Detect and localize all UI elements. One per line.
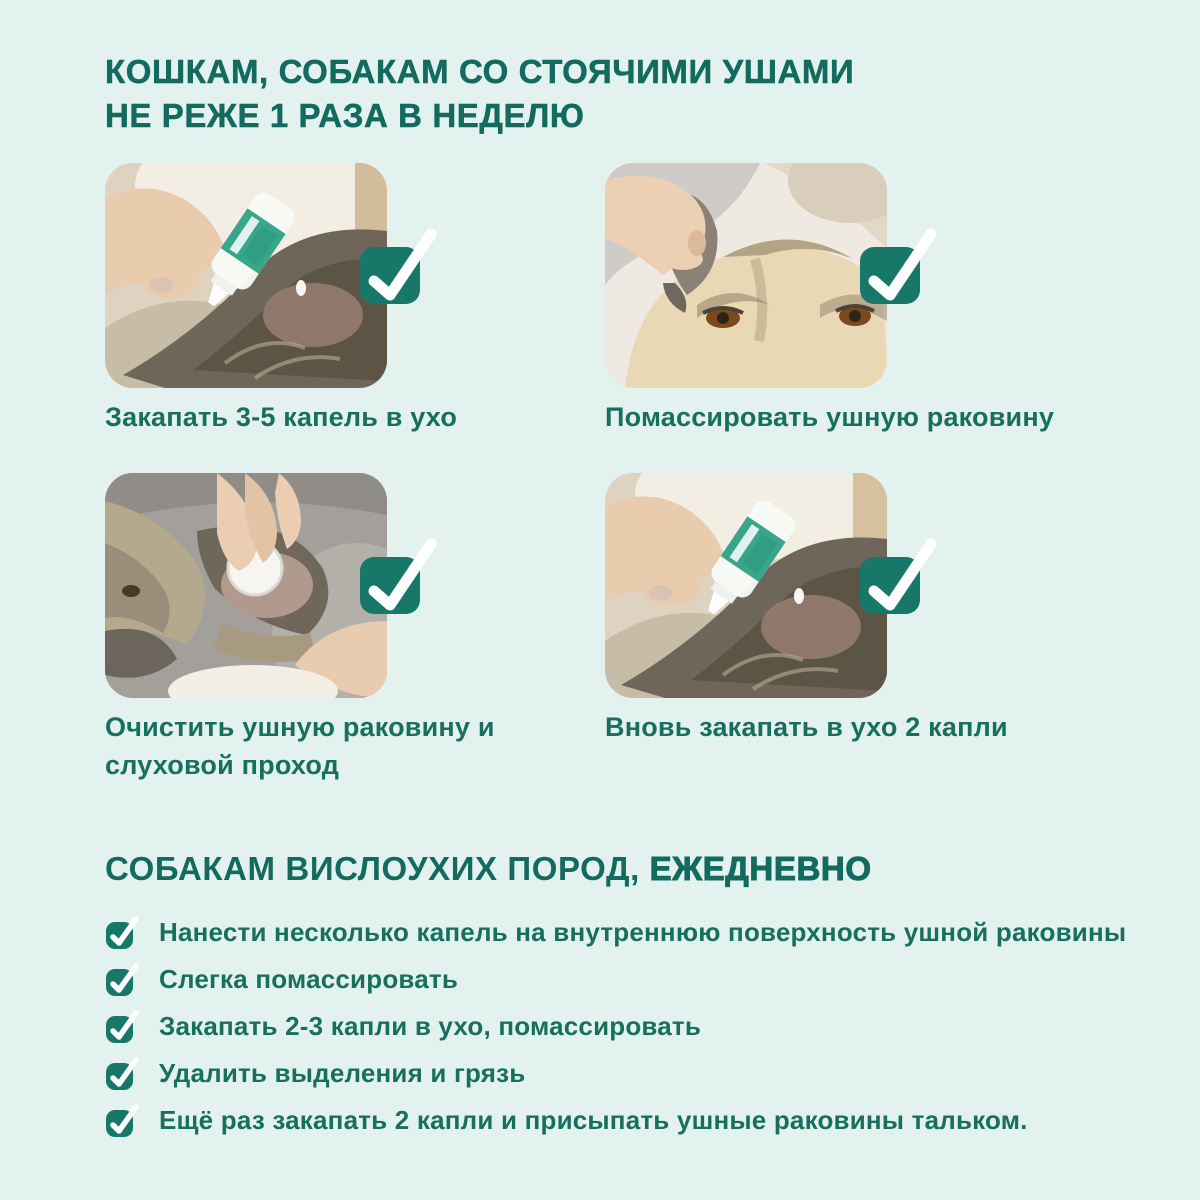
photo-apply-drops xyxy=(105,163,387,388)
step-card-drop-2 xyxy=(605,473,1105,746)
step-caption: Помассировать ушную раковину xyxy=(605,402,1055,432)
step-caption: Вновь закапать в ухо 2 капли xyxy=(605,712,1008,742)
checkbox-icon xyxy=(105,963,139,997)
photo-clean-ear xyxy=(105,473,387,698)
checkbox-icon xyxy=(105,1057,139,1091)
step-card-drop-1 xyxy=(105,163,605,436)
photo-apply-drops-again xyxy=(605,473,887,698)
checkbox-icon xyxy=(105,1104,139,1138)
daily-title-regular: СОБАКАМ ВИСЛОУХИХ ПОРОД, xyxy=(105,850,640,887)
checklist-item xyxy=(105,1010,1126,1043)
weekly-title-line1: КОШКАМ, СОБАКАМ СО СТОЯЧИМИ УШАМИ xyxy=(105,53,855,90)
checklist-item-text: Нанести несколько капель на внутреннюю поверхность ушной раковины xyxy=(159,917,1127,947)
checkbox-icon xyxy=(105,1010,139,1044)
daily-checklist xyxy=(105,916,1126,1151)
checklist-item-text: Закапать 2-3 капли в ухо, помассировать xyxy=(159,1011,702,1041)
step-caption: Очистить ушную раковину и слуховой проход xyxy=(105,712,495,780)
weekly-title-line2: НЕ РЕЖЕ 1 РАЗА В НЕДЕЛЮ xyxy=(105,97,585,134)
checklist-item xyxy=(105,916,1126,949)
step-photo-wrap xyxy=(105,163,387,388)
step-photo-wrap xyxy=(605,473,887,698)
daily-title-bold: ЕЖЕДНЕВНО xyxy=(649,850,872,887)
step-caption: Закапать 3-5 капель в ухо xyxy=(105,402,458,432)
checklist-item-text: Удалить выделения и грязь xyxy=(159,1058,526,1088)
weekly-section-title xyxy=(105,50,854,138)
checklist-item-text: Ещё раз закапать 2 капли и присыпать ушные раковины тальком. xyxy=(159,1105,1028,1135)
checklist-item-text: Слегка помассировать xyxy=(159,964,459,994)
step-photo-wrap xyxy=(605,163,887,388)
step-card-massage xyxy=(605,163,1105,436)
step-photo-wrap xyxy=(105,473,387,698)
step-card-clean xyxy=(105,473,605,784)
checkbox-icon xyxy=(105,916,139,950)
checklist-item xyxy=(105,1104,1126,1137)
photo-massage-ear xyxy=(605,163,887,388)
daily-section-title xyxy=(105,849,872,889)
checklist-item xyxy=(105,1057,1126,1090)
checklist-item xyxy=(105,963,1126,996)
